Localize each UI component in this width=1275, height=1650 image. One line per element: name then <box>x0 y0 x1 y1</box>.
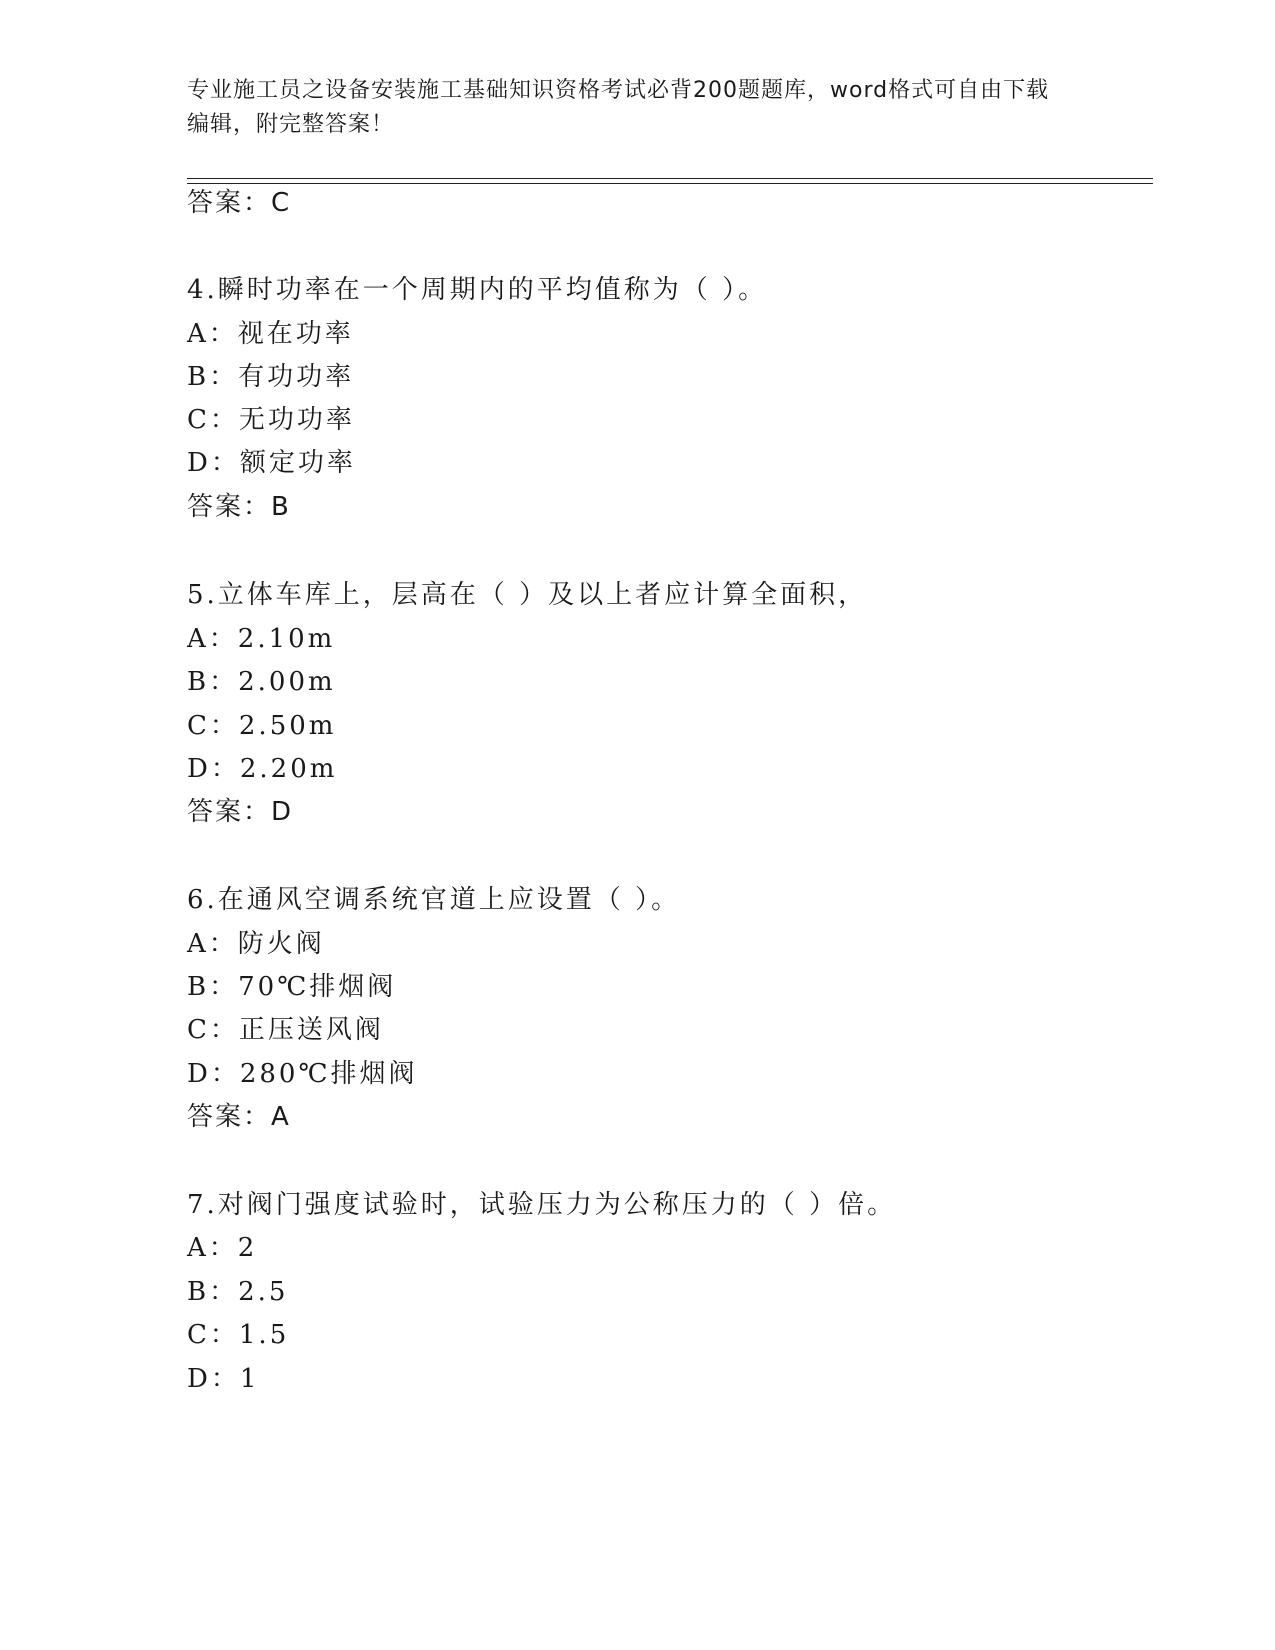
question-5-option-a: A：2.10m <box>187 624 336 654</box>
question-6-option-a: A：防火阀 <box>187 929 325 959</box>
question-4-option-c: C：无功功率 <box>187 405 355 435</box>
question-7-option-d: D：1 <box>187 1364 260 1394</box>
question-7-stem: 7.对阀门强度试验时，试验压力为公称压力的（ ）倍。 <box>187 1190 897 1220</box>
question-4-option-b: B：有功功率 <box>187 362 355 392</box>
header-divider-top <box>187 178 1153 179</box>
question-5-stem: 5.立体车库上，层高在（ ）及以上者应计算全面积， <box>187 580 868 610</box>
question-6-stem: 6.在通风空调系统官道上应设置（ ）。 <box>187 885 681 915</box>
document-header: 专业施工员之设备安装施工基础知识资格考试必背200题题库，word格式可自由下载编辑，附完整答案！ <box>187 78 1050 137</box>
question-7-option-c: C：1.5 <box>187 1320 290 1350</box>
question-6-option-d: D：280℃排烟阀 <box>187 1059 418 1089</box>
answer-prev: 答案：C <box>187 188 292 218</box>
question-4-option-a: A：视在功率 <box>187 319 354 349</box>
question-7-option-a: A：2 <box>187 1233 258 1263</box>
question-6-option-c: C：正压送风阀 <box>187 1015 384 1045</box>
question-4-answer: 答案：B <box>187 492 291 522</box>
question-7-option-b: B：2.5 <box>187 1277 289 1307</box>
question-6-answer: 答案：A <box>187 1102 291 1132</box>
question-5-option-d: D：2.20m <box>187 754 338 784</box>
question-5-answer: 答案：D <box>187 797 294 827</box>
question-4-stem: 4.瞬时功率在一个周期内的平均值称为（ ）。 <box>187 275 768 305</box>
question-5-option-c: C：2.50m <box>187 711 337 741</box>
question-6-option-b: B：70℃排烟阀 <box>187 972 397 1002</box>
question-4-option-d: D：额定功率 <box>187 448 356 478</box>
header-divider-bottom <box>187 183 1153 184</box>
question-5-option-b: B：2.00m <box>187 667 336 697</box>
